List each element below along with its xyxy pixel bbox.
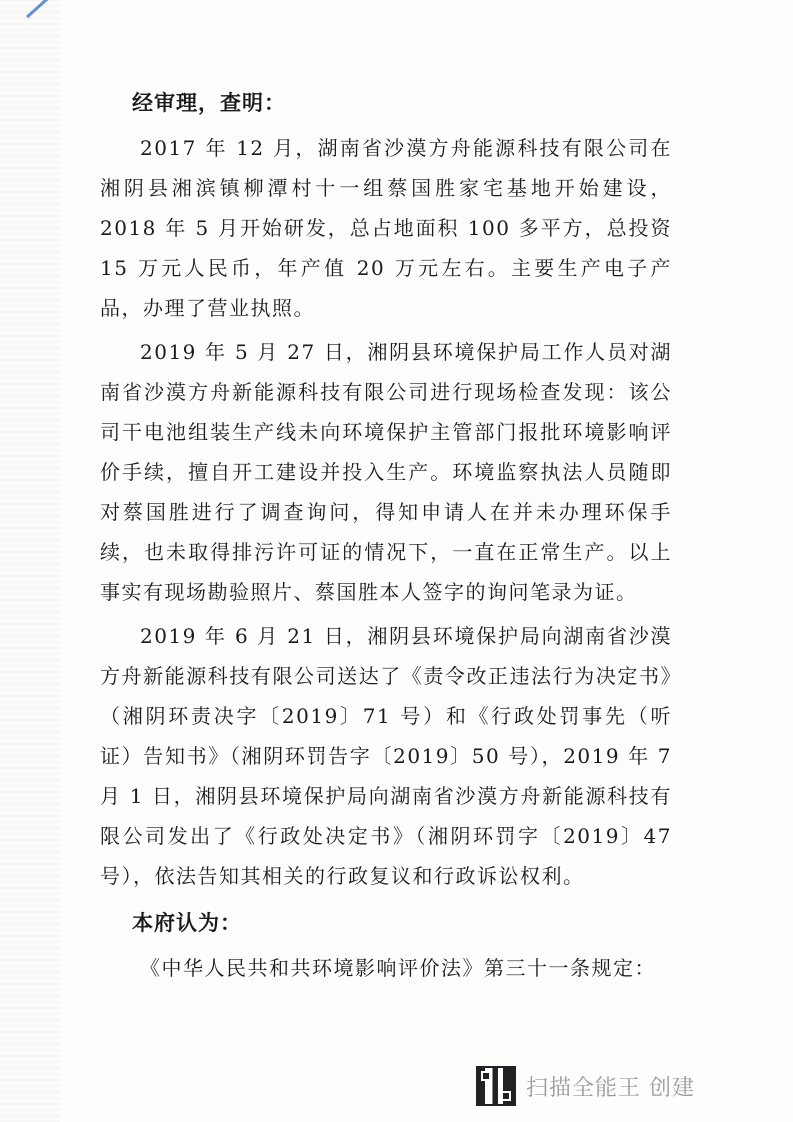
- findings-heading: 经审理，查明：: [132, 90, 286, 115]
- document-body: [100, 86, 672, 988]
- qr-code-icon: [476, 1066, 516, 1106]
- paragraph-law: 《中华人民共和共环境影响评价法》第三十一条规定：: [140, 956, 656, 980]
- paragraph-3: 2019 年 6 月 21 日，湘阴县环境保护局向湖南省沙漠方舟新能源科技有限公司送达了《责令改正违法行为决定书》（湘阴环责决字〔2019〕71 号）和《行政处罚事先（听证）告知书》（湘阴环罚告字〔2019〕50 号），2019 年 7 月 1 日，湘阴县环境保护局向湖南省沙漠方舟新能源科技有限公司发出了《行政处决定书》（湘阴环罚字〔2019〕47 号），依法告知其相关的行政复议和行政诉讼权利。: [100, 624, 672, 888]
- paragraph-1: 2017 年 12 月，湖南省沙漠方舟能源科技有限公司在湘阴县湘滨镇柳潭村十一组蔡国胜家宅基地开始建设，2018 年 5 月开始研发，总占地面积 100 多平方，总投资 15 万元人民币，年产值 20 万元左右。主要生产电子产品，办理了营业执照。: [100, 136, 672, 320]
- scan-edge-shadow: [0, 0, 60, 1122]
- opinion-heading: 本府认为：: [132, 910, 242, 935]
- scanner-watermark: [476, 1064, 695, 1108]
- paragraph-2: 2019 年 5 月 27 日，湘阴县环境保护局工作人员对湖南省沙漠方舟新能源科技有限公司进行现场检查发现：该公司干电池组装生产线未向环境保护主管部门报批环境影响评价手续，擅自开工建设并投入生产。环境监察执法人员随即对蔡国胜进行了调查询问，得知申请人在并未办理环保手续，也未取得排污许可证的情况下，一直在正常生产。以上事实有现场勘验照片、蔡国胜本人签字的询问笔录为证。: [100, 340, 672, 604]
- watermark-text: 扫描全能王 创建: [526, 1075, 695, 1101]
